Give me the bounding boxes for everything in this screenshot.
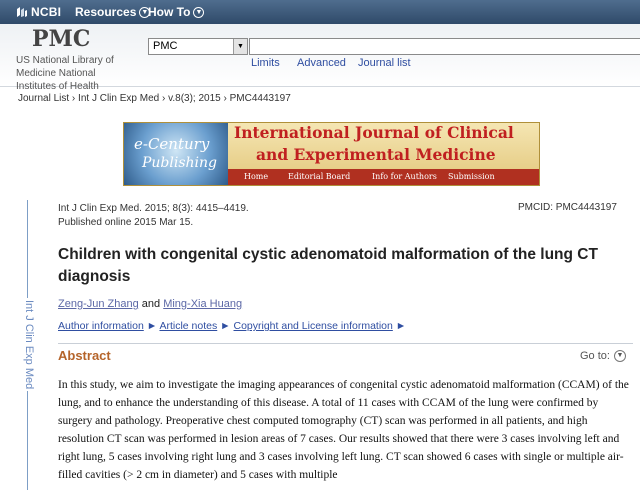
section-divider [58,343,633,344]
side-journal-label [19,298,39,393]
pmc-logo[interactable]: PMC [32,26,91,52]
banner-nav-editorial-board[interactable]: Editorial Board [288,172,351,181]
journal-title-line1: International Journal of Clinical [234,123,514,142]
breadcrumb-issue[interactable]: v.8(3); 2015 [168,93,221,104]
breadcrumb-current: PMC4443197 [229,93,291,104]
published-date: Published online 2015 Mar 15. [58,217,194,228]
abstract-body [58,376,633,484]
database-select[interactable] [148,38,248,55]
breadcrumb-separator: › [223,93,227,104]
how-to-menu[interactable] [148,5,204,19]
publisher-logo-line1: e-Century [134,135,210,153]
pmc-header [0,24,640,92]
triangle-right-icon: ► [146,320,158,332]
breadcrumb [18,93,291,104]
triangle-right-icon: ► [220,320,231,332]
limits-link[interactable]: Limits [251,57,280,69]
copyright-link[interactable]: Copyright and License information [233,320,393,332]
chevron-down-icon: ▼ [614,350,626,362]
institution-text: US National Library of Medicine National Institutes of Health [16,55,114,92]
journal-list-link[interactable]: Journal list [358,57,411,69]
chevron-down-icon: ▼ [193,7,204,18]
database-select-value: PMC [153,40,178,52]
advanced-link[interactable]: Advanced [297,57,346,69]
ncbi-logo-text: NCBI [31,5,62,19]
journal-banner[interactable] [123,122,540,186]
author-link[interactable]: Zeng-Jun Zhang [58,298,139,310]
author-link[interactable]: Ming-Xia Huang [163,298,243,310]
banner-nav-home[interactable]: Home [244,172,269,181]
journal-title-line2: and Experimental Medicine [256,145,496,164]
ncbi-logo[interactable] [16,5,61,19]
dropdown-arrow-icon: ▼ [233,39,247,54]
citation [58,202,249,230]
abstract-text: In this study, we aim to investigate the imaging appearances of congenital cystic adenomatoid malformation (CCAM) of the lung, and to enhance the understanding of this disease. A total of 11 cases with CCAM of the lung were confirmed by surgery and pathology. Preoperative chest computed tomography (CT) scan was performed in all patients, and high resolution CT scan was performed in lesion areas of 7 cases. Our results showed that there were 3 cases involving left and right lung, 5 cases involving right lung and 3 cases involving left lung. CT scan showed 6 cases with single or multiple air-filled cavities (> 2 cm in diameter) and 5 cases with multiple [58,379,629,481]
goto-label: Go to: [580,350,610,362]
triangle-right-icon: ► [395,320,407,332]
banner-nav-submission[interactable]: Submission [448,172,495,181]
how-to-menu-label: How To [148,5,191,19]
breadcrumb-separator: › [161,93,166,104]
citation-text: Int J Clin Exp Med. 2015; 8(3): 4415–4419. [58,203,249,214]
article-title: Children with congenital cystic adenomatoid malformation of the lung CT diagnosis [58,246,598,285]
breadcrumb-journal[interactable]: Int J Clin Exp Med [78,93,160,104]
authors-and: and [141,298,161,310]
article-notes-link[interactable]: Article notes [159,320,218,332]
publisher-logo-line2: Publishing [142,155,218,171]
chevron-down-icon: ▼ [139,7,150,18]
search-input[interactable] [249,38,640,55]
breadcrumb-journal-list[interactable]: Journal List [18,93,70,104]
banner-nav-info-for-authors[interactable]: Info for Authors [372,172,437,181]
banner-nav [228,169,539,185]
pmcid: PMCID: PMC4443197 [518,202,617,213]
abstract-heading: Abstract [58,348,111,363]
article-meta-links [58,320,406,332]
breadcrumb-separator: › [71,93,76,104]
side-journal-label-text: Int J Clin Exp Med [23,300,35,390]
goto-menu[interactable] [580,350,626,362]
resources-menu-label: Resources [75,5,137,19]
authors [58,298,242,310]
publisher-logo [124,123,228,185]
ncbi-topbar [0,0,640,24]
resources-menu[interactable] [75,5,150,19]
ncbi-logo-icon [16,6,28,18]
author-information-link[interactable]: Author information [58,320,144,332]
